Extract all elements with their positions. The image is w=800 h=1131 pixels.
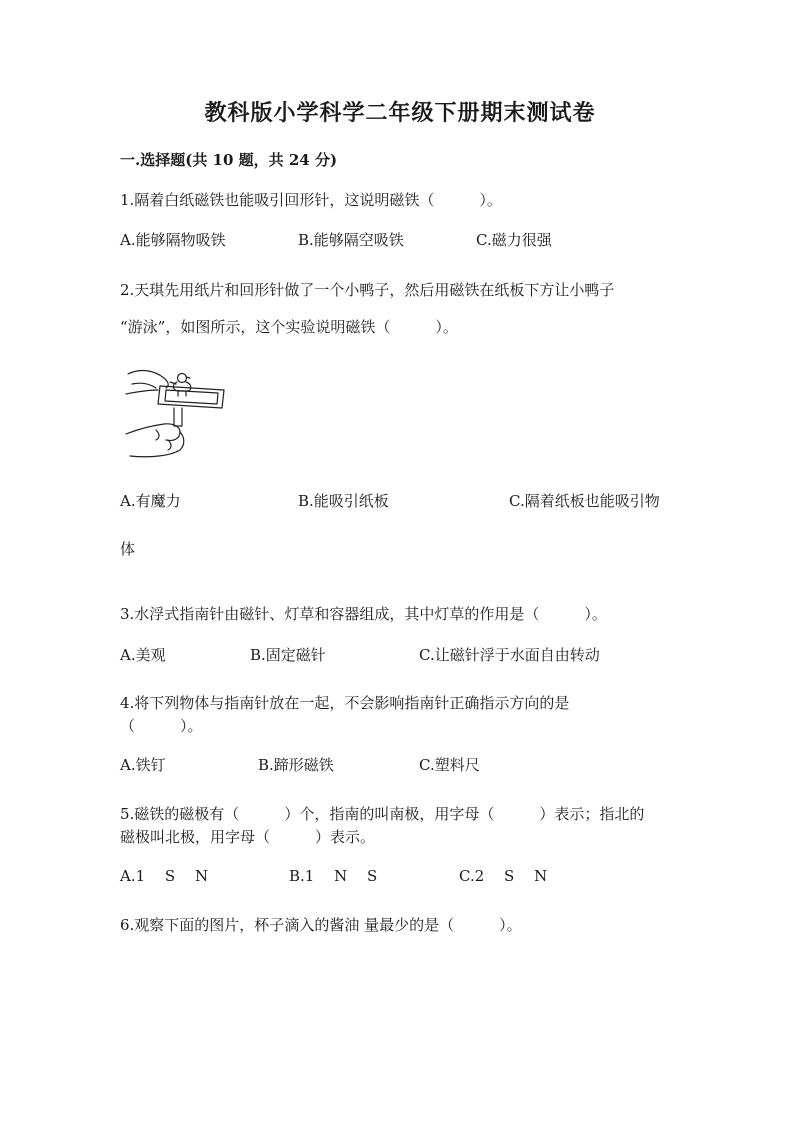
question-4-option-b[interactable]: B.蹄形磁铁: [258, 756, 334, 774]
question-5-stem-line-1: 5.磁铁的磁极有（ ）个，指南的叫南极，用字母（ ）表示；指北的: [120, 805, 645, 823]
question-5-option-c[interactable]: C.2 S N: [459, 867, 548, 885]
question-4-option-a[interactable]: A.铁钉: [120, 756, 166, 774]
question-6-stem: 6.观察下面的图片，杯子滴入的酱油 量最少的是（ ）。: [120, 916, 522, 934]
question-3-option-b[interactable]: B.固定磁针: [250, 646, 326, 664]
question-1-option-c[interactable]: C.磁力很强: [476, 231, 552, 249]
question-2-option-b[interactable]: B.能吸引纸板: [298, 492, 389, 510]
duck-magnet-illustration: [120, 360, 232, 464]
page-title: 教科版小学科学二年级下册期末测试卷: [204, 100, 596, 126]
question-2-stem-line-2: “游泳”，如图所示，这个实验说明磁铁（ ）。: [120, 318, 458, 336]
question-4-stem-line-2: （ ）。: [120, 717, 203, 735]
question-5-option-b[interactable]: B.1 N S: [289, 867, 378, 885]
question-2-stem-line-1: 2.天琪先用纸片和回形针做了一个小鸭子，然后用磁铁在纸板下方让小鸭子: [120, 281, 615, 299]
question-1-option-b[interactable]: B.能够隔空吸铁: [298, 231, 404, 249]
question-3-option-a[interactable]: A.美观: [120, 646, 166, 664]
question-3-stem: 3.水浮式指南针由磁针、灯草和容器组成，其中灯草的作用是（ ）。: [120, 605, 607, 623]
question-4-option-c[interactable]: C.塑料尺: [419, 756, 480, 774]
question-2-option-c-wrap: 体: [120, 540, 136, 558]
question-1-option-a[interactable]: A.能够隔物吸铁: [120, 231, 226, 249]
question-5-option-a[interactable]: A.1 S N: [120, 867, 209, 885]
question-3-option-c[interactable]: C.让磁针浮于水面自由转动: [419, 646, 600, 664]
question-2-option-a[interactable]: A.有魔力: [120, 492, 181, 510]
question-5-stem-line-2: 磁极叫北极，用字母（ ）表示。: [120, 828, 376, 846]
question-2-option-c[interactable]: C.隔着纸板也能吸引物: [509, 492, 660, 510]
section-heading: 一.选择题(共 10 题，共 24 分): [120, 151, 338, 169]
question-4-stem-line-1: 4.将下列物体与指南针放在一起，不会影响指南针正确指示方向的是: [120, 694, 570, 712]
question-1-stem: 1.隔着白纸磁铁也能吸引回形针，这说明磁铁（ ）。: [120, 191, 502, 209]
